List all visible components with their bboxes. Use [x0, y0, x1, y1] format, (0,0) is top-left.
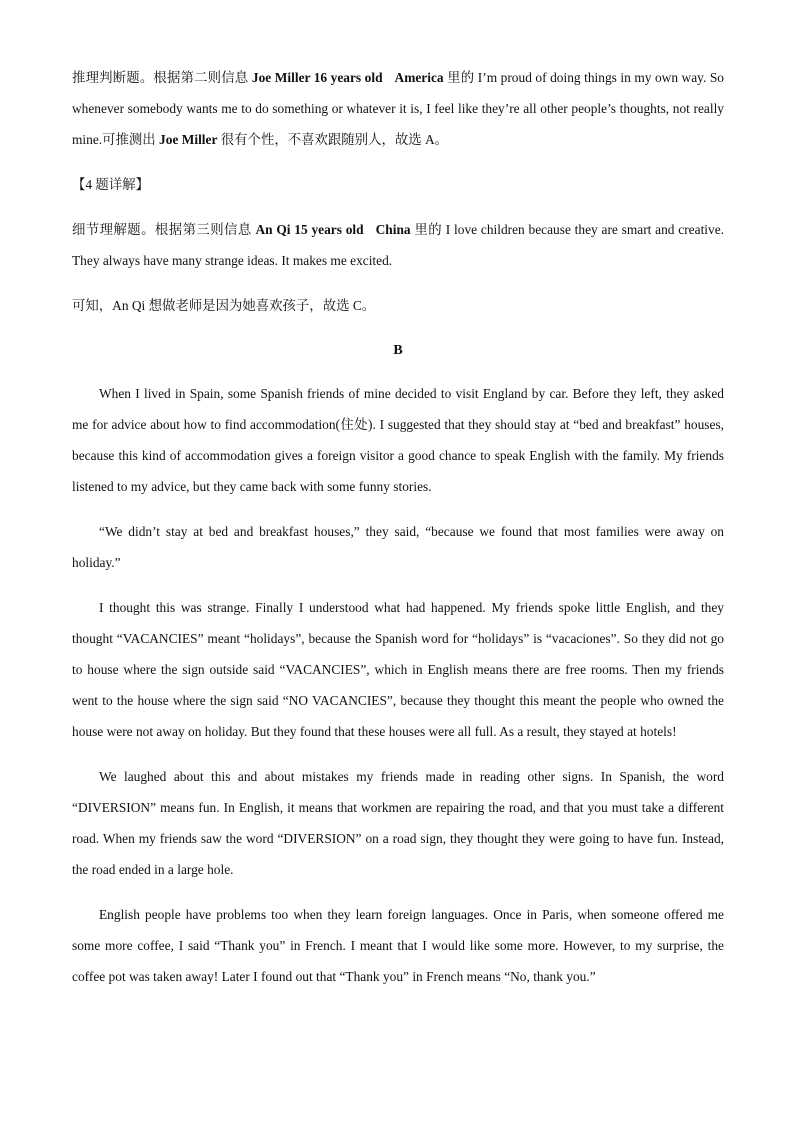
- profile-country-america: America: [394, 70, 444, 85]
- passage-paragraph-5: English people have problems too when they learn foreign languages. Once in Paris, when someone offered me some more coffee, I said “Thank you” in French. I meant that I would like some more. However, to my surprise, the coffee pot was taken away! Later I found out that “Thank you” in French means “No, thank you.”: [72, 907, 724, 984]
- passage-paragraph-3: I thought this was strange. Finally I understood what had happened. My friends spoke little English, and they thought “VACANCIES” meant “holidays”, because the Spanish word for “holidays” is “vacaciones”. So they did not go to house where the sign outside said “VACANCIES”, which in English means there are free rooms. Then my friends went to the house where the sign said “NO VACANCIES”, because they thought this meant the people who owned the house were not away on holiday. But they found that these houses were all full. As a result, they stayed at hotels!: [72, 600, 724, 739]
- profile-name-joe: Joe Miller 16 years old: [251, 70, 383, 85]
- document-page: [72, 62, 724, 992]
- section-heading-b: B: [393, 343, 403, 358]
- profile-name-anqi: An Qi 15 years old: [255, 222, 364, 237]
- profile-name-joe-2: Joe Miller: [159, 132, 218, 147]
- question-4-heading: 【4 题详解】: [72, 177, 149, 192]
- passage-paragraph-1: When I lived in Spain, some Spanish friends of mine decided to visit England by car. Before they left, they asked me for advice about how to find accommodation(住处). I suggested that they should stay at “bed and breakfast” houses, because this kind of accommodation gives a foreign visitor a good chance to speak English with the family. My friends listened to my advice, but they came back with some funny stories.: [72, 386, 724, 494]
- answer-conclusion-4: 可知，An Qi 想做老师是因为她喜欢孩子，故选 C。: [72, 298, 376, 313]
- answer-explanation-4: [72, 214, 724, 276]
- explanation-text: 细节理解题。根据第三则信息: [72, 222, 256, 237]
- explanation-text: 里的 I’m proud of doing things in my own way. So whenever somebody wants me to do something or whatever it is, I feel like they’re all other people’s thoughts, not really mine.可推测出: [72, 70, 724, 147]
- explanation-text: 里的 I love children because they are smart and creative. They always have many strange ideas. It makes me excited.: [72, 222, 724, 268]
- answer-explanation-3: [72, 62, 724, 155]
- passage-paragraph-4: We laughed about this and about mistakes my friends made in reading other signs. In Spanish, the word “DIVERSION” means fun. In English, it means that workmen are repairing the road, and that you must take a different road. When my friends saw the word “DIVERSION” on a road sign, they thought they were going to have fun. Instead, the road ended in a large hole.: [72, 769, 724, 877]
- profile-country-china: China: [375, 222, 411, 237]
- passage-paragraph-2: “We didn’t stay at bed and breakfast houses,” they said, “because we found that most families were away on holiday.”: [72, 524, 724, 570]
- explanation-text: 推理判断题。根据第二则信息: [72, 70, 252, 85]
- explanation-text: 很有个性，不喜欢跟随别人，故选 A。: [217, 132, 449, 147]
